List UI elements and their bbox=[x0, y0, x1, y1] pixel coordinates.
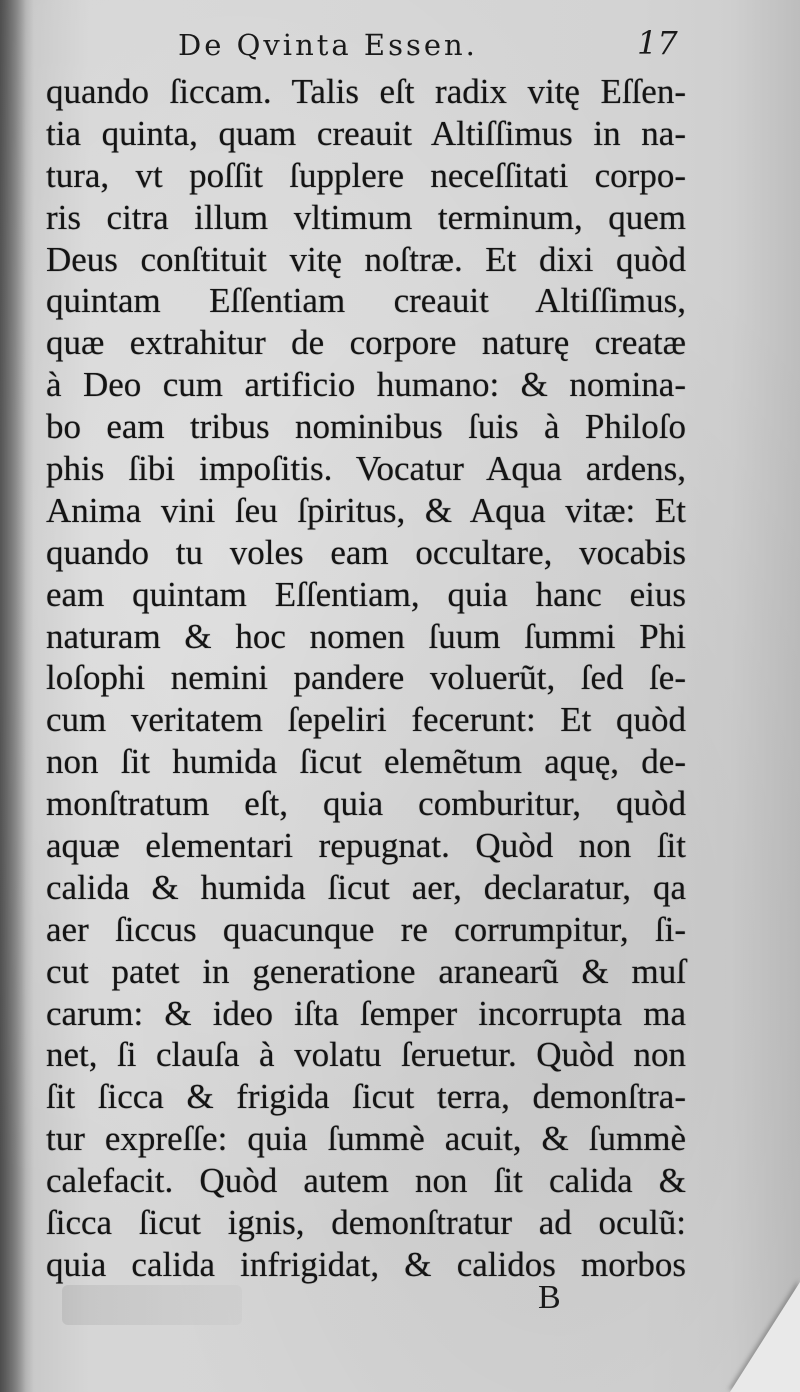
text-line: bo eam tribus nominibus ſuis à Philoſo bbox=[46, 407, 686, 447]
text-line: quintam Eſſentiam creauit Altiſſimus, bbox=[46, 281, 686, 321]
text-line: ris citra illum vltimum terminum, quem bbox=[46, 197, 686, 237]
text-line: carum: & ideo iſta ſemper incorrupta ma bbox=[46, 993, 686, 1033]
running-head: De Qvinta Essen. bbox=[178, 28, 478, 62]
gutter-shadow bbox=[0, 0, 26, 1392]
text-line: à Deo cum artificio humano: & nomina- bbox=[46, 365, 686, 405]
text-line: cum veritatem ſepeliri fecerunt: Et quòd bbox=[46, 700, 686, 740]
text-line: non ſit humida ſicut elemẽtum aquę, de- bbox=[46, 742, 686, 782]
page-number: 17 bbox=[637, 24, 678, 62]
text-line: quæ extrahitur de corpore naturę creatæ bbox=[46, 323, 686, 363]
text-line: Anima vini ſeu ſpiritus, & Aqua vitæ: Et bbox=[46, 490, 686, 530]
text-line: eam quintam Eſſentiam, quia hanc eius bbox=[46, 574, 686, 614]
text-line: tura, vt poſſit ſupplere neceſſitati corpo- bbox=[46, 155, 686, 195]
text-line: loſophi nemini pandere voluerũt, ſed ſe- bbox=[46, 658, 686, 698]
text-line: aer ſiccus quacunque re corrumpitur, ſi- bbox=[46, 909, 686, 949]
text-line: cut patet in generatione aranearũ & muſ bbox=[46, 951, 686, 991]
text-line: aquæ elementari repugnat. Quòd non ſit bbox=[46, 826, 686, 866]
show-through-stain bbox=[62, 1285, 242, 1325]
text-line: ſit ſicca & frigida ſicut terra, demonſtra- bbox=[46, 1077, 686, 1117]
text-block bbox=[46, 71, 686, 1286]
text-line: tur expreſſe: quia ſummè acuit, & ſummè bbox=[46, 1119, 686, 1159]
text-line: tia quinta, quam creauit Altiſſimus in na- bbox=[46, 113, 686, 153]
text-line: ſicca ſicut ignis, demonſtratur ad oculũ: bbox=[46, 1203, 686, 1243]
text-line: quando tu voles eam occultare, vocabis bbox=[46, 532, 686, 572]
text-line: phis ſibi impoſitis. Vocatur Aqua ardens, bbox=[46, 449, 686, 489]
text-line: calefacit. Quòd autem non ſit calida & bbox=[46, 1161, 686, 1201]
text-line: monſtratum eſt, quia comburitur, quòd bbox=[46, 784, 686, 824]
text-line: net, ſi clauſa à volatu ſeruetur. Quòd non bbox=[46, 1035, 686, 1075]
text-line: quia calida infrigidat, & calidos morbos bbox=[46, 1244, 686, 1284]
signature-mark: B bbox=[538, 1279, 561, 1316]
text-line: quando ſiccam. Talis eſt radix vitę Eſſen- bbox=[46, 72, 686, 111]
text-line: calida & humida ſicut aer, declaratur, qa bbox=[46, 867, 686, 907]
torn-corner bbox=[730, 1282, 800, 1392]
text-line: naturam & hoc nomen ſuum ſummi Phi bbox=[46, 616, 686, 656]
text-line: Deus conſtituit vitę noſtræ. Et dixi quòd bbox=[46, 239, 686, 279]
